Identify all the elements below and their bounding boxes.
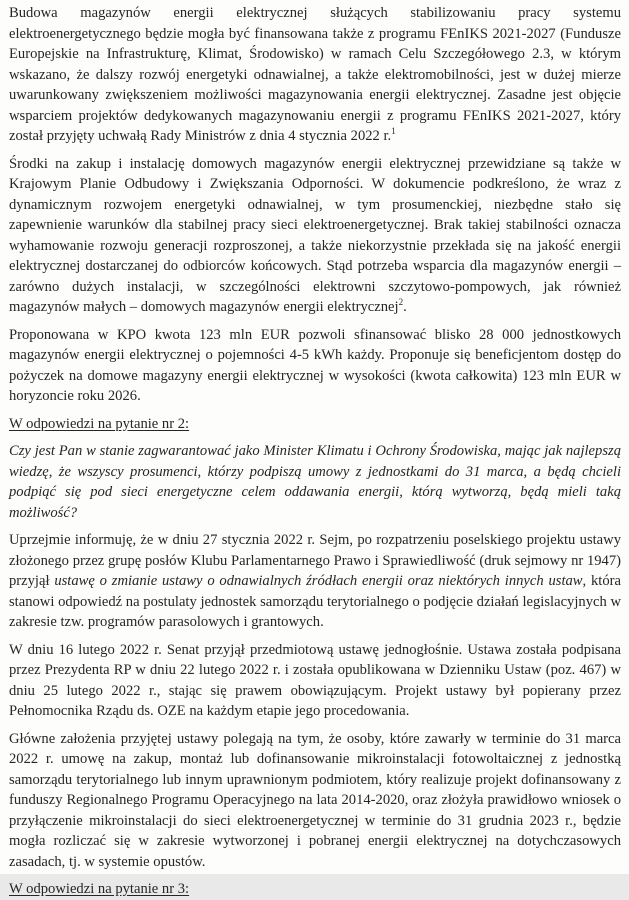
- paragraph-sejm-act-adoption: Uprzejmie informuję, że w dniu 27 stycznia 2022 r. Sejm, po rozpatrzeniu poselskiego projektu ustawy złożonego przez grupę posłów Klubu Parlamentarnego Prawo i Sprawiedliwość (druk sejmowy nr 1947) przyjął ustawę o zmianie ustawy o odnawialnych źródłach energii oraz niektórych innych ustaw, która stanowi odpowiedź na postulaty jednostek samorządu terytorialnego o podjęcie działań legislacyjnych w zakresie tzw. programów parasolowych i grantowych.: [9, 532, 621, 630]
- heading-answer-question-3: W odpowiedzi na pytanie nr 3:: [9, 881, 190, 897]
- paragraph-senate-president-signing: W dniu 16 lutego 2022 r. Senat przyjął przedmiotową ustawę jednogłośnie. Ustawa została podpisana przez Prezydenta RP w dniu 22 lutego 2022 r. i została opublikowana w Dzienniku Ustaw (poz. 467) w dniu 25 lutego 2022 r., stając się prawem obowiązującym. Projekt ustawy był popierany przez Pełnomocnika Rządu ds. OZE na każdym etapie jego procedowania.: [9, 641, 621, 719]
- paragraph-feniks-funding: Budowa magazynów energii elektrycznej służących stabilizowaniu pracy systemu elektroenergetycznego będzie mogła być finansowana także z programu FEnIKS 2021-2027 (Fundusze Europejskie na Infrastrukturę, Klimat, Środowisko) w ramach Celu Szczegółowego 2.3, w którym wskazano, że dalszy rozwój energetyki odnawialnej, a także elektromobilności, jest w dużej mierze uwarunkowany zwiększeniem możliwości magazynowania energii elektrycznej. Zasadne jest objęcie wsparciem projektów dedykowanych magazynowaniu energii z programu FEnIKS 2021-2027, który został przyjęty uchwałą Rady Ministrów z dnia 4 stycznia 2022 r.$^1$: [9, 5, 621, 144]
- heading-answer-question-2: W odpowiedzi na pytanie nr 2:: [9, 415, 190, 432]
- paragraph-kpo-amount: Proponowana w KPO kwota 123 mln EUR pozwoli sfinansować blisko 28 000 jednostkowych magazynów energii elektrycznej o pojemności 4-5 kWh każdy. Proponuje się beneficjentom dostęp do pożyczek na domowe magazyny energii elektrycznej w wysokości (kwota całkowita) 123 mln EUR w horyzoncie roku 2026.: [9, 326, 621, 404]
- paragraph-question-2-quote: Czy jest Pan w stanie zagwarantować jako Minister Klimatu i Ochrony Środowiska, mając jak najlepszą wiedzę, że wszyscy prosumenci, którzy podpiszą umowy z jednostkami do 31 marca, a będą chcieli podpiąć się pod sieci energetyczne celem oddawania energii, którą wytworzą, będą mieli taką możliwość?: [9, 443, 621, 521]
- paragraph-act-main-provisions: Główne założenia przyjętej ustawy polegają na tym, że osoby, które zawarły w terminie do 31 marca 2022 r. umowę na zakup, montaż lub dofinansowanie mikroinstalacji fotowoltaicznej z jednostką samorządu terytorialnego lub innym uprawnionym podmiotem, który realizuje projekt dofinansowany z funduszy Regionalnego Programu Operacyjnego na lata 2014-2020, oraz złożyła prawidłowo wniosek o przyłączenie mikroinstalacji do sieci elektroenergetycznej w terminie do 31 grudnia 2023 r., będzie mogła rozliczać się w zakresie wytworzonej i pobranej energii elektrycznej na dotychczasowych zasadach, tj. w systemie opustów.: [9, 730, 621, 870]
- paragraph-kpo-home-storage: Środki na zakup i instalację domowych magazynów energii elektrycznej przewidziane są także w Krajowym Planie Odbudowy i Zwiększania Odporności. W dokumencie podkreślono, że wraz z dynamicznym rozwojem energetyki odnawialnej, w tym prosumenckiej, niezbędne stało się zapewnienie warunków dla stabilnej pracy sieci elektroenergetycznej. Brak takiej stabilności oznacza wyhamowanie rozwoju generacji rozproszonej, a także niekorzystnie przekłada się na jakość energii elektrycznej dostarczanej do odbiorców końcowych. Stąd potrzeba wsparcia dla magazynów energii – zarówno dużych instalacji, w szczególności elektrowni szczytowo-pompowych, jak również magazynów małych – domowych magazynów energii elektrycznej$^2$.: [9, 155, 621, 315]
